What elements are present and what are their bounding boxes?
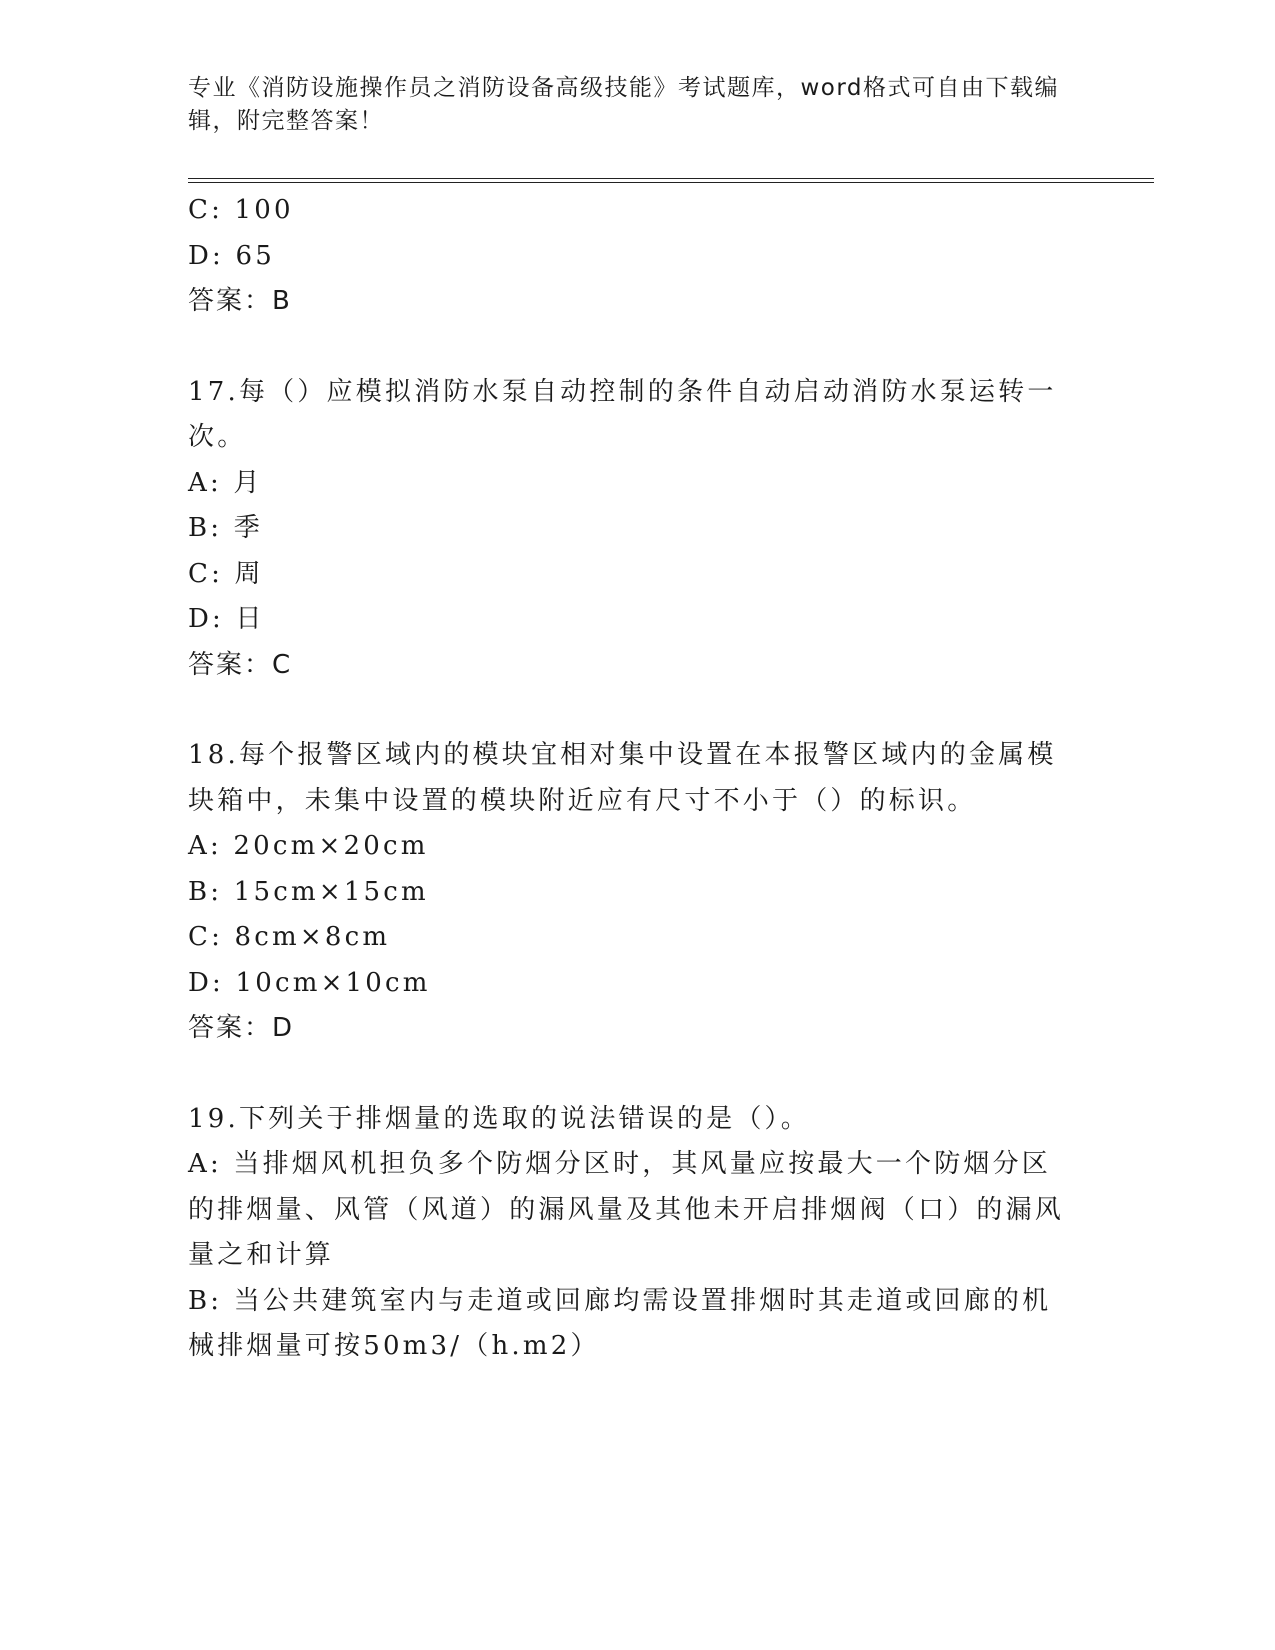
option-a: A: 20cm×20cm [188,831,429,861]
question-content [188,188,1068,1370]
question-19-text: 19.下列关于排烟量的选取的说法错误的是（）。 [188,1103,810,1134]
option-b: B: 15cm×15cm [188,876,429,907]
question-18-text: 18.每个报警区域内的模块宜相对集中设置在本报警区域内的金属模块箱中，未集中设置的模块附近应有尺寸不小于（）的标识。 [188,740,1057,816]
answer-line: 答案：B [188,286,292,316]
spacer [188,688,1068,733]
option-c: C: 100 [188,195,294,225]
question-17-text: 17.每（）应模拟消防水泵自动控制的条件自动启动消防水泵运转一次。 [188,376,1057,452]
option-d: D: 10cm×10cm [188,967,431,998]
option-a: A: 月 [188,467,263,498]
spacer [188,1052,1068,1097]
header-rule-top [188,178,1154,179]
spacer [188,325,1068,370]
option-d: D: 日 [188,604,265,634]
answer-line: 答案：C [188,649,293,680]
option-c: C: 周 [188,558,264,589]
option-a: A: 当排烟风机担负多个防烟分区时，其风量应按最大一个防烟分区的排烟量、风管（风道）的漏风量及其他未开启排烟阀（口）的漏风量之和计算 [188,1149,1065,1270]
option-c: C: 8cm×8cm [188,922,391,952]
option-d: D: 65 [188,240,275,271]
header-rule-bottom [188,182,1154,183]
option-b: B: 季 [188,513,263,543]
answer-line: 答案：D [188,1013,295,1043]
page-header: 专业《消防设施操作员之消防设备高级技能》考试题库，word格式可自由下载编辑，附完整答案！ [188,75,1060,134]
option-b: B: 当公共建筑室内与走道或回廊均需设置排烟时其走道或回廊的机械排烟量可按50m3/（h.m2） [188,1285,1052,1361]
